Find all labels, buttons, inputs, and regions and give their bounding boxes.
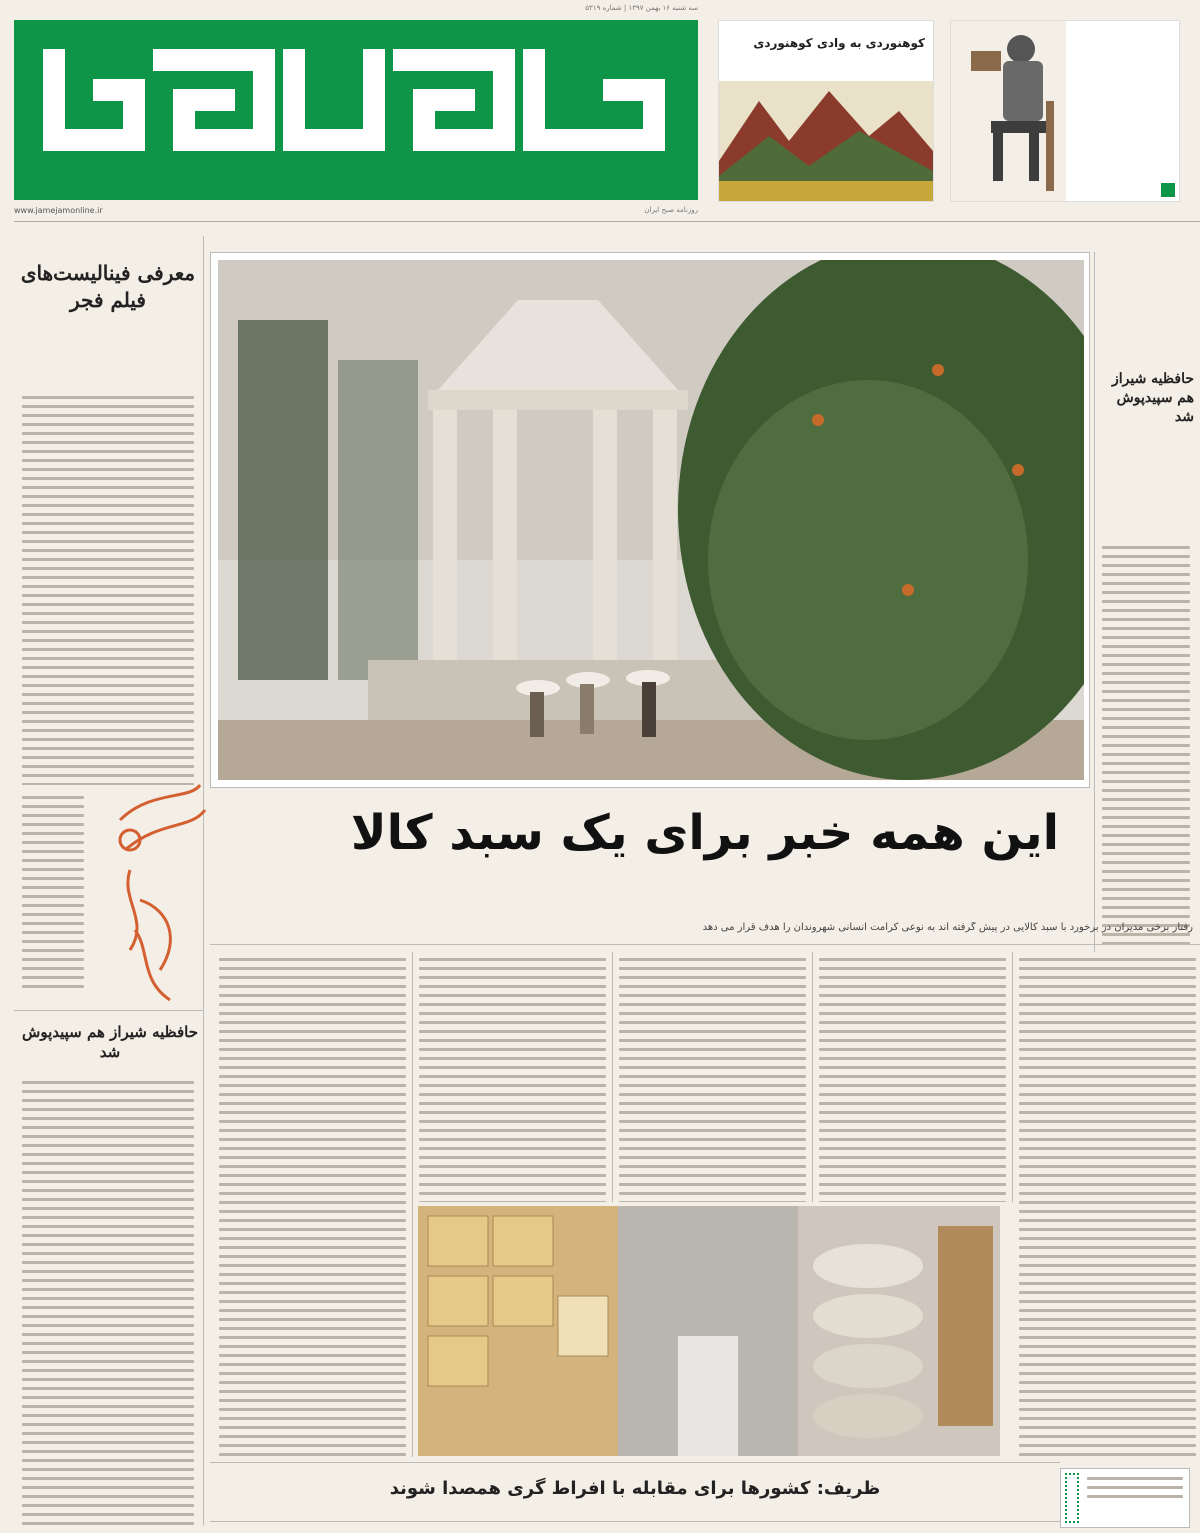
website-url[interactable]: www.jamejamonline.ir	[14, 206, 103, 215]
teaser-mountains[interactable]	[718, 20, 934, 202]
man-sitting-image	[951, 21, 1066, 201]
article-column-4	[415, 952, 610, 1202]
right-column-caption[interactable]: حافظیه شیراز هم سپیدپوش شد	[1111, 371, 1194, 425]
main-subhead: رفتار برخی مدیران در برخورد با سبد کالایی در پیش گرفته اند به نوعی کرامت انسانی شهروندان را هدف قرار می دهد	[702, 922, 1193, 933]
column-rule	[1012, 952, 1013, 1202]
left-sidebar-story-body	[18, 1075, 198, 1525]
page-number-badge	[1161, 183, 1175, 197]
masthead-meta: روزنامه صبح ایران	[644, 206, 698, 214]
green-corner-ornament	[1065, 1473, 1079, 1523]
masthead-logo-block[interactable]	[14, 20, 698, 200]
masthead-top-line: سه شنبه ۱۶ بهمن ۱۳۹۷ | شماره ۵۳۱۹	[585, 4, 698, 12]
teaser-headline: کوهنوردی به وادی کوهنوردی	[753, 36, 925, 50]
article-column-5	[215, 952, 410, 1457]
column-rule	[812, 952, 813, 1202]
right-column-body	[1098, 540, 1194, 950]
bottom-right-box	[1060, 1468, 1190, 1528]
article-top-rule	[210, 944, 1200, 945]
mountain-painting-image	[719, 81, 933, 201]
column-rule	[612, 952, 613, 1202]
hafezieh-snow-photo[interactable]	[218, 260, 1084, 780]
left-sidebar-title[interactable]: معرفی فینالیست‌های فیلم فجر	[20, 261, 196, 312]
bottom-headline[interactable]: ظریف: کشورها برای مقابله با افراط گری همصدا شوند	[389, 1478, 881, 1499]
article-column-2	[815, 952, 1010, 1202]
column-rule	[412, 952, 413, 1457]
bottom-right-lines	[1083, 1471, 1187, 1521]
left-sidebar-body	[18, 390, 198, 785]
article-column-3	[615, 952, 810, 1202]
article-column-1	[1015, 952, 1200, 1457]
left-sidebar-story-title[interactable]: حافظیه شیراز هم سپیدپوش شد	[22, 1023, 198, 1062]
teaser-man-portrait[interactable]	[950, 20, 1180, 202]
left-sidebar-divider	[14, 1010, 204, 1011]
simorgh-logo-image	[90, 780, 210, 1010]
warehouse-goods-photo[interactable]	[418, 1206, 1000, 1456]
left-sidebar-body-2	[18, 790, 88, 990]
main-headline[interactable]: این همه خبر برای یک سبد کالا	[350, 805, 1060, 861]
